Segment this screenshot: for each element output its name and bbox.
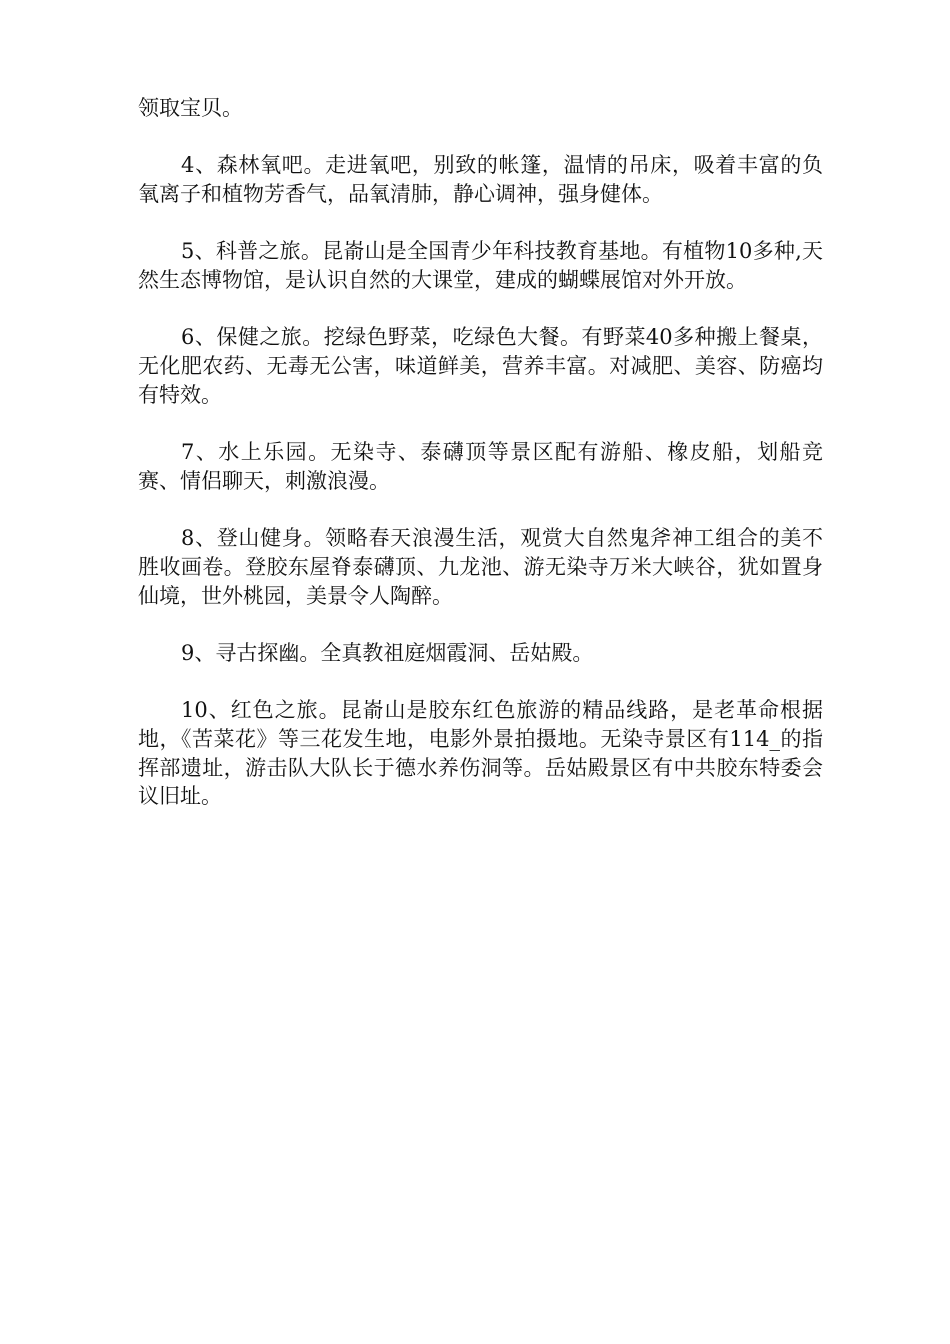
paragraph-continuation: 领取宝贝。 bbox=[138, 96, 243, 120]
paragraph-item-8: 8、登山健身。领略春天浪漫生活，观赏大自然鬼斧神工组合的美不胜收画卷。登胶东屋脊泰礴顶、九龙池、游无染寺万米大峡谷，犹如置身仙境，世外桃园，美景令人陶醉。 bbox=[138, 526, 823, 608]
paragraph-item-4: 4、森林氧吧。走进氧吧，别致的帐篷，温情的吊床，吸着丰富的负氧离子和植物芳香气，品氧清肺，静心调神，强身健体。 bbox=[138, 153, 823, 207]
document-body bbox=[138, 94, 823, 840]
paragraph-item-9: 9、寻古探幽。全真教祖庭烟霞洞、岳姑殿。 bbox=[181, 640, 594, 665]
paragraph-item-7: 7、水上乐园。无染寺、泰礴顶等景区配有游船、橡皮船，划船竞赛、情侣聊天，刺激浪漫。 bbox=[138, 440, 823, 493]
paragraph-item-5: 5、科普之旅。昆嵛山是全国青少年科技教育基地。有植物10多种,天然生态博物馆，是认识自然的大课堂，建成的蝴蝶展馆对外开放。 bbox=[138, 239, 823, 293]
paragraph-item-6: 6、保健之旅。挖绿色野菜，吃绿色大餐。有野菜40多种搬上餐桌，无化肥农药、无毒无公害，味道鲜美，营养丰富。对减肥、美容、防癌均有特效。 bbox=[138, 325, 823, 407]
paragraph-item-10: 10、红色之旅。昆嵛山是胶东红色旅游的精品线路，是老革命根据地，《苦菜花》等三花发生地，电影外景拍摄地。无染寺景区有114_的指挥部遗址，游击队大队长于德水养伤洞等。岳姑殿景区有中共胶东特委会议旧址。 bbox=[138, 698, 823, 809]
